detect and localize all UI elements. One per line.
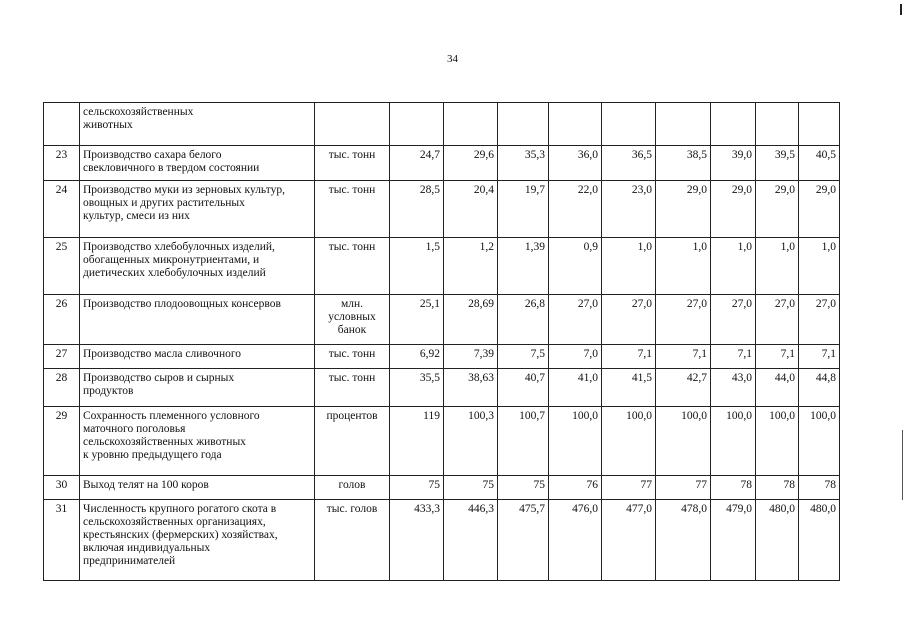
table-row bbox=[44, 103, 840, 146]
value-cell: 27,0 bbox=[756, 295, 799, 345]
table-row bbox=[44, 345, 840, 369]
row-number: 30 bbox=[44, 476, 80, 500]
value-cell: 7,1 bbox=[711, 345, 756, 369]
value-cell: 100,0 bbox=[756, 407, 799, 476]
indicator-name: Производство масла сливочного bbox=[80, 345, 315, 369]
value-cell: 75 bbox=[390, 476, 444, 500]
value-cell: 475,7 bbox=[498, 500, 549, 581]
value-cell: 35,3 bbox=[498, 146, 549, 181]
indicator-name: Производство сахара белого свекловичного в твердом состоянии bbox=[80, 146, 315, 181]
value-cell: 77 bbox=[602, 476, 656, 500]
value-cell: 7,1 bbox=[602, 345, 656, 369]
value-cell: 77 bbox=[656, 476, 711, 500]
value-cell: 19,7 bbox=[498, 181, 549, 238]
value-cell bbox=[711, 103, 756, 146]
value-cell: 41,5 bbox=[602, 369, 656, 407]
value-cell bbox=[602, 103, 656, 146]
table-row bbox=[44, 500, 840, 581]
value-cell bbox=[549, 103, 602, 146]
value-cell: 29,0 bbox=[656, 181, 711, 238]
value-cell: 1,0 bbox=[602, 238, 656, 295]
value-cell: 7,39 bbox=[444, 345, 498, 369]
value-cell: 1,2 bbox=[444, 238, 498, 295]
value-cell: 28,5 bbox=[390, 181, 444, 238]
unit-cell: процентов bbox=[315, 407, 390, 476]
table-row bbox=[44, 181, 840, 238]
unit-cell: млн. условных банок bbox=[315, 295, 390, 345]
table-row bbox=[44, 407, 840, 476]
value-cell: 20,4 bbox=[444, 181, 498, 238]
value-cell: 478,0 bbox=[656, 500, 711, 581]
value-cell: 119 bbox=[390, 407, 444, 476]
value-cell: 446,3 bbox=[444, 500, 498, 581]
value-cell: 477,0 bbox=[602, 500, 656, 581]
value-cell: 480,0 bbox=[799, 500, 840, 581]
value-cell: 76 bbox=[549, 476, 602, 500]
value-cell: 40,7 bbox=[498, 369, 549, 407]
value-cell: 7,5 bbox=[498, 345, 549, 369]
value-cell: 25,1 bbox=[390, 295, 444, 345]
page-number: 34 bbox=[447, 53, 458, 65]
table-row bbox=[44, 295, 840, 345]
table-row bbox=[44, 146, 840, 181]
value-cell: 1,0 bbox=[711, 238, 756, 295]
table-row bbox=[44, 238, 840, 295]
unit-cell: тыс. тонн bbox=[315, 238, 390, 295]
value-cell: 78 bbox=[799, 476, 840, 500]
indicator-name: Сохранность племенного условного маточного поголовья сельскохозяйственных животных к уровню предыдущего года bbox=[80, 407, 315, 476]
value-cell: 24,7 bbox=[390, 146, 444, 181]
value-cell: 38,5 bbox=[656, 146, 711, 181]
row-number: 24 bbox=[44, 181, 80, 238]
value-cell bbox=[799, 103, 840, 146]
value-cell: 75 bbox=[444, 476, 498, 500]
row-number: 28 bbox=[44, 369, 80, 407]
table-row bbox=[44, 369, 840, 407]
value-cell bbox=[498, 103, 549, 146]
value-cell: 27,0 bbox=[711, 295, 756, 345]
value-cell: 29,0 bbox=[711, 181, 756, 238]
row-number: 31 bbox=[44, 500, 80, 581]
value-cell: 476,0 bbox=[549, 500, 602, 581]
value-cell: 27,0 bbox=[799, 295, 840, 345]
value-cell: 7,1 bbox=[656, 345, 711, 369]
value-cell: 27,0 bbox=[602, 295, 656, 345]
value-cell: 1,39 bbox=[498, 238, 549, 295]
row-number bbox=[44, 103, 80, 146]
value-cell: 44,0 bbox=[756, 369, 799, 407]
value-cell: 39,0 bbox=[711, 146, 756, 181]
value-cell: 6,92 bbox=[390, 345, 444, 369]
value-cell: 100,0 bbox=[656, 407, 711, 476]
table-row bbox=[44, 476, 840, 500]
row-number: 25 bbox=[44, 238, 80, 295]
row-number: 23 bbox=[44, 146, 80, 181]
value-cell: 1,0 bbox=[799, 238, 840, 295]
value-cell: 100,7 bbox=[498, 407, 549, 476]
value-cell: 36,5 bbox=[602, 146, 656, 181]
value-cell: 40,5 bbox=[799, 146, 840, 181]
value-cell: 78 bbox=[756, 476, 799, 500]
unit-cell: тыс. голов bbox=[315, 500, 390, 581]
value-cell: 29,6 bbox=[444, 146, 498, 181]
value-cell bbox=[756, 103, 799, 146]
indicator-name: Выход телят на 100 коров bbox=[80, 476, 315, 500]
row-number: 29 bbox=[44, 407, 80, 476]
indicator-name: Производство сыров и сырных продуктов bbox=[80, 369, 315, 407]
value-cell: 44,8 bbox=[799, 369, 840, 407]
value-cell: 433,3 bbox=[390, 500, 444, 581]
value-cell: 23,0 bbox=[602, 181, 656, 238]
indicator-name: сельскохозяйственных животных bbox=[80, 103, 315, 146]
value-cell: 28,69 bbox=[444, 295, 498, 345]
row-number: 26 bbox=[44, 295, 80, 345]
indicator-name: Производство муки из зерновых культур, овощных и других растительных культур, смеси из них bbox=[80, 181, 315, 238]
value-cell: 1,0 bbox=[756, 238, 799, 295]
value-cell: 480,0 bbox=[756, 500, 799, 581]
indicator-name: Производство плодоовощных консервов bbox=[80, 295, 315, 345]
value-cell bbox=[656, 103, 711, 146]
value-cell: 100,0 bbox=[711, 407, 756, 476]
value-cell: 479,0 bbox=[711, 500, 756, 581]
value-cell: 38,63 bbox=[444, 369, 498, 407]
value-cell: 100,3 bbox=[444, 407, 498, 476]
value-cell: 78 bbox=[711, 476, 756, 500]
value-cell: 7,0 bbox=[549, 345, 602, 369]
value-cell: 36,0 bbox=[549, 146, 602, 181]
scan-edge-line bbox=[902, 430, 903, 500]
value-cell: 27,0 bbox=[549, 295, 602, 345]
value-cell: 29,0 bbox=[799, 181, 840, 238]
value-cell bbox=[444, 103, 498, 146]
value-cell: 42,7 bbox=[656, 369, 711, 407]
value-cell: 100,0 bbox=[602, 407, 656, 476]
scan-edge-mark bbox=[900, 4, 902, 15]
value-cell: 43,0 bbox=[711, 369, 756, 407]
unit-cell: тыс. тонн bbox=[315, 146, 390, 181]
value-cell: 26,8 bbox=[498, 295, 549, 345]
indicator-name: Численность крупного рогатого скота в сельскохозяйственных организациях, крестьянских (фермерских) хозяйствах, включая индивидуальных предпринимателей bbox=[80, 500, 315, 581]
value-cell: 75 bbox=[498, 476, 549, 500]
indicator-name: Производство хлебобулочных изделий, обогащенных микронутриентами, и диетических хлебобулочных изделий bbox=[80, 238, 315, 295]
value-cell: 100,0 bbox=[549, 407, 602, 476]
value-cell: 22,0 bbox=[549, 181, 602, 238]
value-cell: 7,1 bbox=[799, 345, 840, 369]
table-body bbox=[44, 103, 840, 581]
value-cell: 100,0 bbox=[799, 407, 840, 476]
value-cell: 35,5 bbox=[390, 369, 444, 407]
unit-cell bbox=[315, 103, 390, 146]
unit-cell: тыс. тонн bbox=[315, 345, 390, 369]
value-cell: 41,0 bbox=[549, 369, 602, 407]
value-cell bbox=[390, 103, 444, 146]
unit-cell: тыс. тонн bbox=[315, 181, 390, 238]
value-cell: 39,5 bbox=[756, 146, 799, 181]
unit-cell: голов bbox=[315, 476, 390, 500]
indicators-table bbox=[43, 102, 840, 581]
row-number: 27 bbox=[44, 345, 80, 369]
value-cell: 0,9 bbox=[549, 238, 602, 295]
value-cell: 1,5 bbox=[390, 238, 444, 295]
value-cell: 1,0 bbox=[656, 238, 711, 295]
value-cell: 27,0 bbox=[656, 295, 711, 345]
value-cell: 29,0 bbox=[756, 181, 799, 238]
unit-cell: тыс. тонн bbox=[315, 369, 390, 407]
value-cell: 7,1 bbox=[756, 345, 799, 369]
